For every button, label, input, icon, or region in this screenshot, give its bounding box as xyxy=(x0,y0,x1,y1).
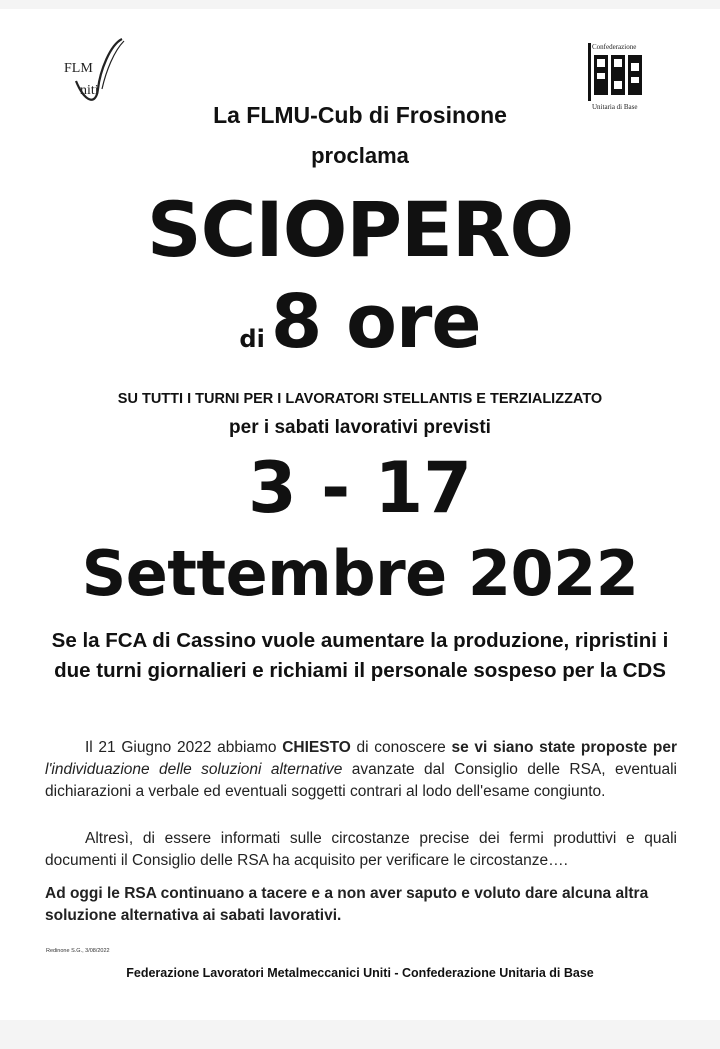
shifts-line: SU TUTTI I TURNI PER I LAVORATORI STELLANTIS E TERZIALIZZATO xyxy=(117,391,603,407)
paragraph-request xyxy=(45,737,677,803)
hours-value: 8 ore xyxy=(270,279,481,365)
saturdays-line: per i sabati lavorativi previsti xyxy=(229,417,491,438)
cub-logo-caption-top: Confederazione xyxy=(592,43,637,51)
signature-note: Redinone S.G., 3/08/2022 xyxy=(46,948,110,954)
sciopero-headline: SCIOPERO xyxy=(146,185,574,274)
hours-headline xyxy=(0,279,720,365)
claim-text: Se la FCA di Cassino vuole aumentare la produzione, ripristini i due turni giornalieri e richiami il personale sospeso per la CDS xyxy=(51,629,669,682)
cub-logo-caption-bottom: Unitaria di Base xyxy=(592,103,638,111)
paragraph-altresi xyxy=(45,828,677,872)
p1-text-d: se vi siano state proposte per xyxy=(451,739,678,756)
proclama-heading: proclama xyxy=(311,143,409,168)
strike-month-year: Settembre 2022 xyxy=(81,537,639,610)
p1-text-a: Il 21 Giugno 2022 abbiamo xyxy=(85,739,277,756)
p1-text-e: l'individuazione delle soluzioni alternative xyxy=(45,761,343,778)
flyer-page xyxy=(0,9,720,1020)
p1-text-f: avanzate dal Consiglio delle RSA, eventuali dichiarazioni a verbale ed eventuali soggetti contrari al lodo dell'esame congiunto. xyxy=(45,761,677,800)
flmu-logo xyxy=(58,31,148,101)
hours-prefix: di xyxy=(239,325,265,353)
flmu-logo-text-2: niti xyxy=(80,83,99,98)
p1-text-c: di conoscere xyxy=(356,739,446,756)
flmu-logo-text: FLM xyxy=(64,61,93,76)
strike-dates: 3 - 17 xyxy=(248,447,472,529)
organization-title: La FLMU-Cub di Frosinone xyxy=(213,102,507,128)
p2-text: Altresì, di essere informati sulle circostanze precise dei fermi produttivi e quali documenti il Consiglio delle RSA ha acquisito per verificare le circostanze…. xyxy=(45,830,677,869)
p1-chiesto: CHIESTO xyxy=(282,739,351,756)
paragraph-conclusion: Ad oggi le RSA continuano a tacere e a non aver saputo e voluto dare alcuna altra soluzione alternativa ai sabati lavorativi. xyxy=(45,885,649,924)
footer-federation: Federazione Lavoratori Metalmeccanici Uniti - Confederazione Unitaria di Base xyxy=(126,966,594,980)
